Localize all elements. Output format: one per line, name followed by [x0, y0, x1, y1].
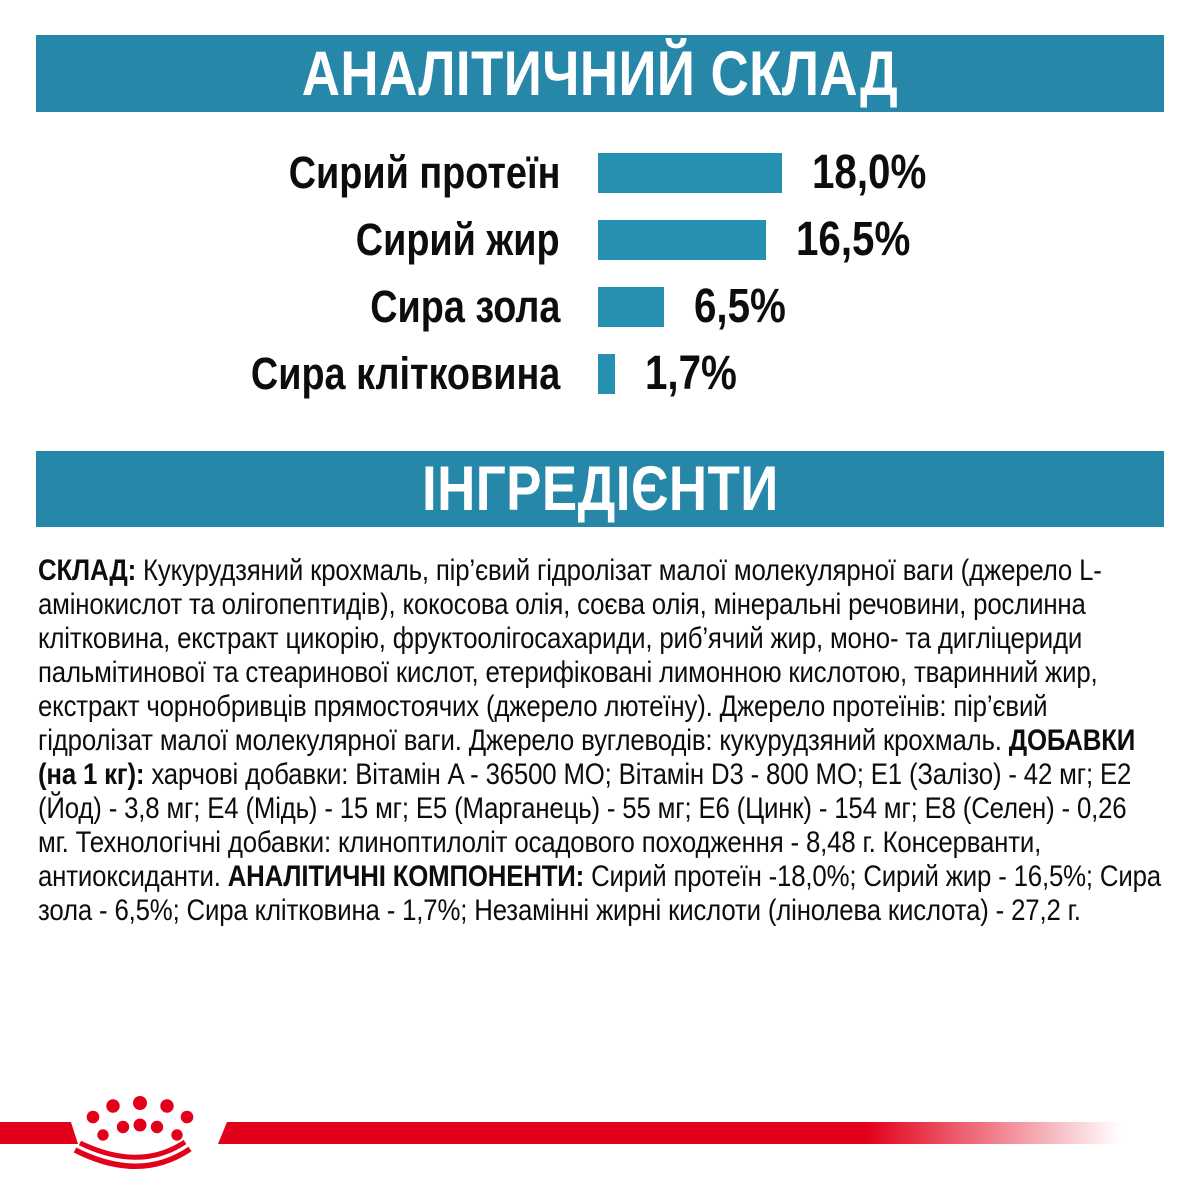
ingredients-section — [38, 554, 1162, 928]
chart-category-cell — [0, 348, 560, 399]
chart-row — [0, 347, 1200, 400]
chart-value-label: 16,5% — [796, 213, 911, 266]
royal-canin-crown-icon — [63, 1094, 194, 1175]
chart-category-cell — [0, 214, 560, 265]
analytical-composition-header: АНАЛІТИЧНИЙ СКЛАД — [301, 38, 899, 109]
chart-value-cell — [796, 213, 932, 266]
additives-label: ДОБАВКИ (на 1 кг): — [38, 724, 1136, 791]
analytical-composition-chart — [0, 146, 1200, 421]
chart-bar — [598, 153, 782, 193]
ingredients-paragraph — [38, 554, 1162, 928]
ingredients-header: ІНГРЕДІЄНТИ — [421, 454, 779, 524]
chart-category-cell — [0, 147, 560, 198]
chart-category-label: Сира клітковина — [250, 348, 560, 399]
composition-label: СКЛАД: — [38, 554, 137, 587]
additives-text: харчові добавки: Вітамін A - 36500 МО; Вітамін D3 - 800 МО; E1 (Залізо) - 42 мг; E2 (Йод) - 3,8 мг; E4 (Мідь) - 15 мг; E5 (Марганець) - 55 мг; E6 (Цинк) - 154 мг; E8 (Селен) - 0,26 мг. Технологічні добавки: клиноптилоліт осадового походження - 8,48 г. Консерванти, антиоксиданти. — [38, 758, 1132, 893]
chart-row — [0, 146, 1200, 199]
chart-value-cell — [645, 347, 754, 400]
chart-value-label: 6,5% — [694, 280, 787, 333]
chart-category-label: Сирий жир — [356, 214, 560, 265]
footer-stripe-right — [218, 1122, 1200, 1144]
ingredients-banner — [36, 451, 1164, 527]
chart-value-label: 1,7% — [645, 347, 738, 400]
analytical-components-label: АНАЛІТИЧНІ КОМПОНЕНТИ: — [227, 860, 585, 893]
chart-value-cell — [694, 280, 803, 333]
chart-row — [0, 280, 1200, 333]
analytical-composition-banner — [36, 35, 1164, 112]
chart-value-label: 18,0% — [811, 146, 926, 199]
chart-bar — [598, 220, 766, 260]
chart-value-cell — [811, 146, 948, 199]
chart-bar — [598, 354, 615, 394]
chart-category-cell — [0, 281, 560, 332]
chart-category-label: Сирий протеїн — [288, 147, 560, 198]
chart-row — [0, 213, 1200, 266]
chart-category-label: Сира зола — [369, 281, 560, 332]
analytical-components-text: Сирий протеїн -18,0%; Сирий жир - 16,5%; Сира зола - 6,5%; Сира клітковина - 1,7%; Незамінні жирні кислоти (лінолева кислота) - 27,2 г. — [38, 860, 1161, 927]
composition-text: Кукурудзяний крохмаль, пір’євий гідролізат малої молекулярної ваги (джерело L-амінокислот та олігопептидів), кокосова олія, соєва олія, мінеральні речовини, рослинна клітковина, екстракт цикорію, фруктоолігосахариди, риб’ячий жир, моно- та дигліцериди пальмітинової та стеаринової кислот, етерифіковані лимонною кислотою, тваринний жир, екстракт чорнобривців прямостоячих (джерело лютеїну). Джерело протеїнів: пір’євий гідролізат малої молекулярної ваги. Джерело вуглеводів: кукурудзяний крохмаль. — [38, 554, 1102, 757]
chart-bar — [598, 287, 664, 327]
